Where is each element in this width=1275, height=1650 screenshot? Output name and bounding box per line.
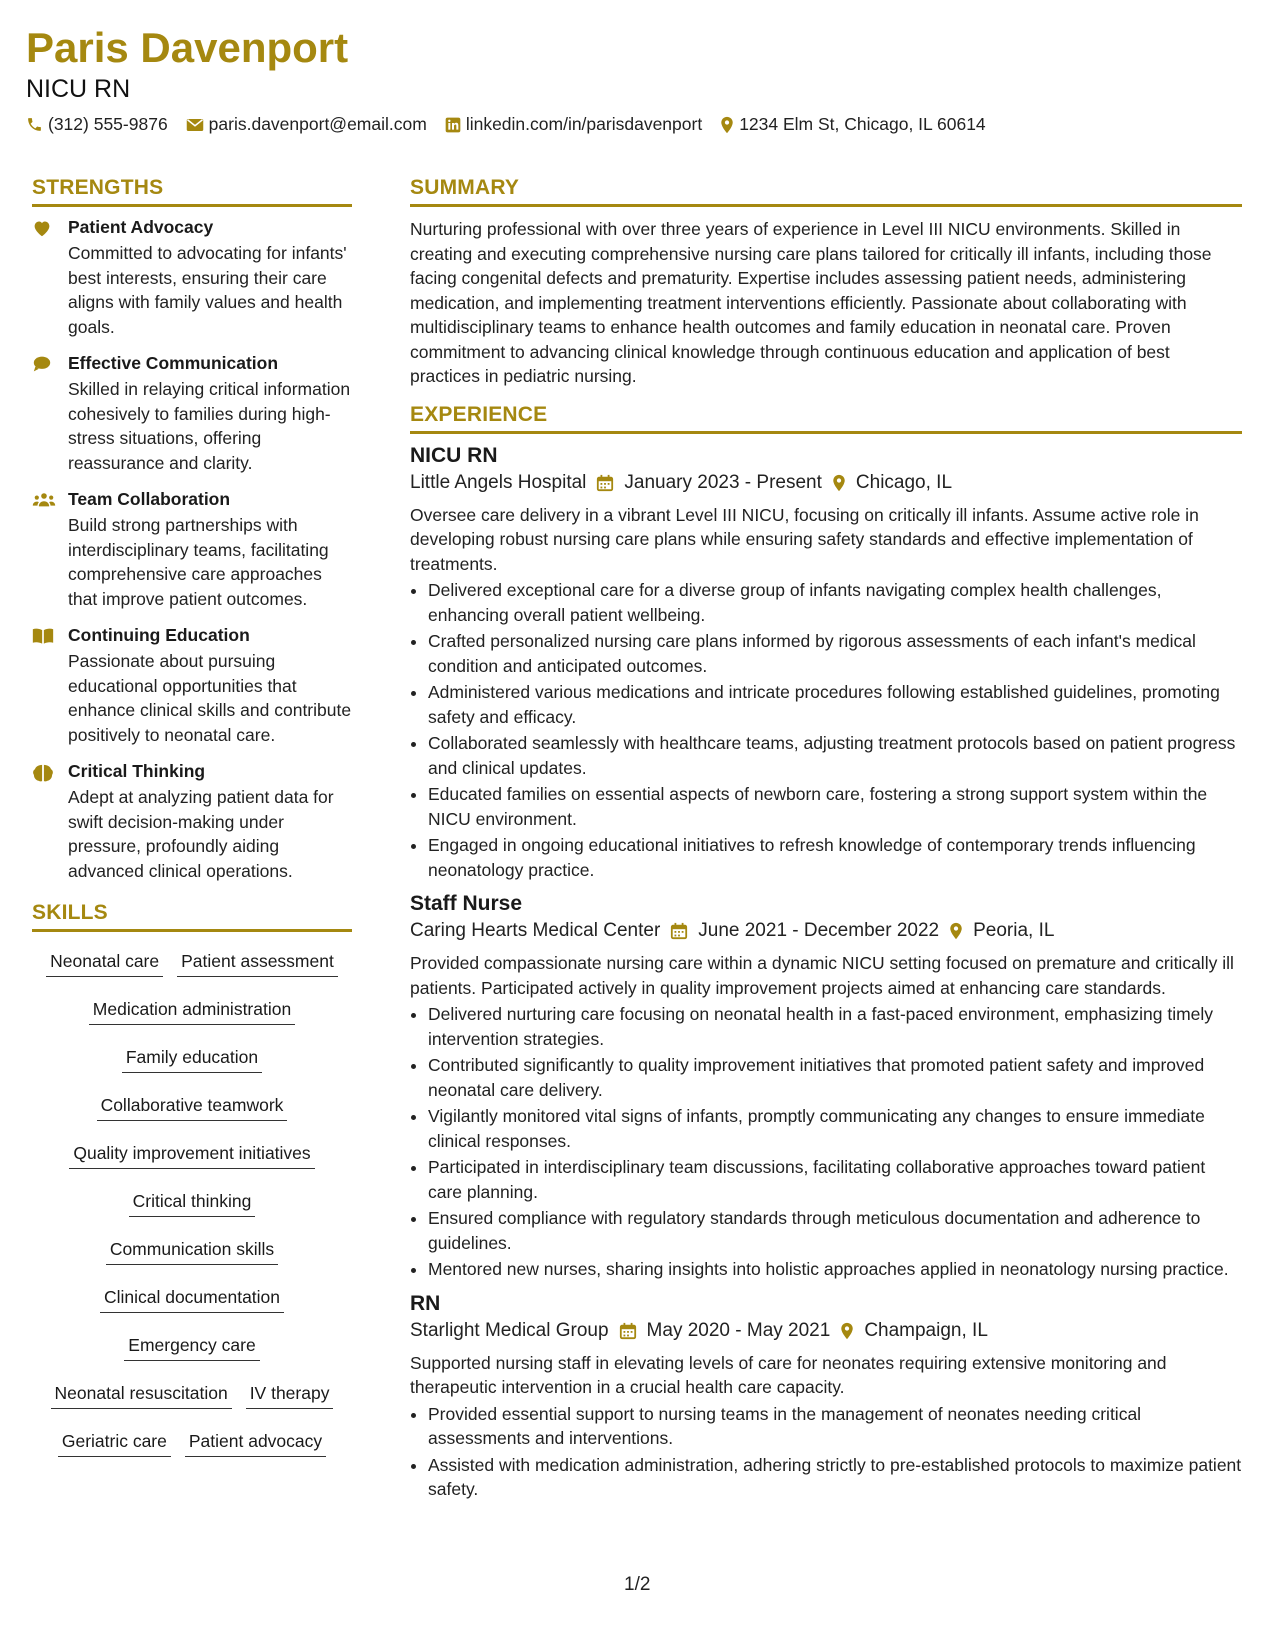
summary-text: Nurturing professional with over three years of experience in Level III NICU environments. Skilled in creating and executing comprehensive nursing care plans tailored for critically ill infants, including those facing congenital defects and prematurity. Expertise includes assessing patient needs, administering medication, and implementing treatment interventions efficiently. Passionate about collaborating with multidisciplinary teams to enhance health outcomes and family education in neonatal care. Proven commitment to advancing clinical knowledge through continuous education and application of best practices in pediatric nursing. xyxy=(410,219,1212,386)
job-title: NICU RN xyxy=(410,443,498,467)
skill-tag: Geriatric care xyxy=(58,1431,171,1457)
job-bullets xyxy=(410,578,1242,882)
bullet-item: • Participated in interdisciplinary team discussions, facilitating collaborative approaches toward patient care planning. xyxy=(428,1155,1242,1204)
contact-linkedin[interactable] xyxy=(445,114,702,135)
strength-title: Critical Thinking xyxy=(68,761,206,781)
calendar-icon xyxy=(596,474,614,492)
strength-item xyxy=(32,489,352,611)
job-meta xyxy=(410,920,1242,942)
contact-email[interactable] xyxy=(186,114,427,135)
bullet-item: • Delivered nurturing care focusing on neonatal health in a fast-paced environment, emphasizing timely intervention strategies. xyxy=(428,1002,1242,1051)
strength-desc: Adept at analyzing patient data for swift decision-making under pressure, profoundly aiding advanced clinical operations. xyxy=(68,787,334,881)
strength-desc: Skilled in relaying critical information cohesively to families during high-stress situations, offering reassurance and clarity. xyxy=(68,379,351,473)
skill-tag: Neonatal resuscitation xyxy=(51,1383,232,1409)
job-location: Chicago, IL xyxy=(855,471,953,493)
contact-address xyxy=(720,114,985,135)
summary-heading: SUMMARY xyxy=(410,176,1242,207)
linkedin-icon xyxy=(445,117,461,133)
strength-title: Team Collaboration xyxy=(68,489,231,509)
bullet-item: • Assisted with medication administration, adhering strictly to pre-established protocols to maximize patient safety. xyxy=(428,1453,1242,1502)
map-pin-icon xyxy=(832,474,846,492)
company-name: Little Angels Hospital xyxy=(410,471,587,493)
experience-heading: EXPERIENCE xyxy=(410,403,1242,434)
page-number: 1/2 xyxy=(624,1574,651,1595)
skill-tag: Clinical documentation xyxy=(100,1287,284,1313)
job-bullets xyxy=(410,1402,1242,1502)
right-column xyxy=(410,176,1242,1512)
skill-tag: Patient advocacy xyxy=(185,1431,326,1457)
bullet-item: • Educated families on essential aspects of newborn care, fostering a strong support system within the NICU environment. xyxy=(428,782,1242,831)
job-entry xyxy=(410,892,1242,1282)
job-location: Champaign, IL xyxy=(864,1319,988,1341)
skill-tag: Collaborative teamwork xyxy=(97,1095,288,1121)
phone-text: (312) 555-9876 xyxy=(48,114,168,135)
brain-icon xyxy=(32,761,56,883)
strength-item xyxy=(32,353,352,475)
job-bullets xyxy=(410,1002,1242,1282)
contact-phone[interactable] xyxy=(26,114,168,135)
job-description: Oversee care delivery in a vibrant Level III NICU, focusing on critically ill infants. Assume active role in developing robust nursing care plans while ensuring safety standards and effective implementation of treatments. xyxy=(410,504,1199,574)
job-description: Supported nursing staff in elevating levels of care for neonates requiring extensive monitoring and therapeutic intervention in a crucial health care capacity. xyxy=(410,1352,1167,1397)
book-icon xyxy=(32,625,56,747)
chat-icon xyxy=(32,353,56,475)
job-entry xyxy=(410,444,1242,883)
job-dates: January 2023 - Present xyxy=(624,471,822,493)
candidate-name: Paris Davenport xyxy=(26,24,349,71)
job-description: Provided compassionate nursing care within a dynamic NICU setting focused on premature and critically ill patients. Participated actively in quality improvement projects aimed at enhancing care standards. xyxy=(410,953,1234,998)
bullet-item: • Vigilantly monitored vital signs of infants, promptly communicating any changes to ensure immediate clinical responses. xyxy=(428,1104,1242,1153)
bullet-item: • Collaborated seamlessly with healthcare teams, adjusting treatment protocols based on patient progress and clinical updates. xyxy=(428,731,1242,780)
company-name: Starlight Medical Group xyxy=(410,1319,609,1341)
resume-header xyxy=(26,24,1246,135)
skills-heading: SKILLS xyxy=(32,901,352,932)
strengths-heading: STRENGTHS xyxy=(32,176,352,207)
job-meta xyxy=(410,1320,1242,1342)
job-meta xyxy=(410,472,1242,494)
bullet-item: • Administered various medications and intricate procedures following established guidelines, promoting safety and efficacy. xyxy=(428,680,1242,729)
skill-tag: Communication skills xyxy=(106,1239,278,1265)
bullet-item: • Provided essential support to nursing teams in the management of neonates needing critical assessments and interventions. xyxy=(428,1402,1242,1451)
job-entry xyxy=(410,1292,1242,1502)
map-pin-icon xyxy=(949,922,963,940)
skill-tag: Neonatal care xyxy=(46,951,163,977)
skill-tag: Emergency care xyxy=(124,1335,259,1361)
strength-item xyxy=(32,217,352,339)
skill-tag: Quality improvement initiatives xyxy=(69,1143,314,1169)
skill-tag: Medication administration xyxy=(89,999,295,1025)
skills-list xyxy=(32,942,352,1470)
bullet-item: • Crafted personalized nursing care plans informed by rigorous assessments of each infant's medical condition and anticipated outcomes. xyxy=(428,629,1242,678)
calendar-icon xyxy=(670,922,688,940)
candidate-title: NICU RN xyxy=(26,75,131,104)
skill-tag: Patient assessment xyxy=(177,951,338,977)
skill-tag: Critical thinking xyxy=(129,1191,256,1217)
strength-title: Patient Advocacy xyxy=(68,217,214,237)
strength-title: Effective Communication xyxy=(68,353,279,373)
strength-desc: Passionate about pursuing educational opportunities that enhance clinical skills and contribute positively to neonatal care. xyxy=(68,651,352,745)
map-pin-icon xyxy=(720,116,734,134)
strength-item xyxy=(32,625,352,747)
job-title: RN xyxy=(410,1291,441,1315)
left-column xyxy=(32,176,352,1470)
skill-tag: Family education xyxy=(122,1047,262,1073)
linkedin-text: linkedin.com/in/parisdavenport xyxy=(465,114,703,135)
strength-title: Continuing Education xyxy=(68,625,250,645)
phone-icon xyxy=(26,116,43,133)
skill-tag: IV therapy xyxy=(246,1383,334,1409)
bullet-item: • Delivered exceptional care for a diverse group of infants navigating complex health challenges, enhancing overall patient wellbeing. xyxy=(428,578,1242,627)
address-text: 1234 Elm St, Chicago, IL 60614 xyxy=(739,114,986,135)
job-location: Peoria, IL xyxy=(973,920,1055,941)
email-text: paris.davenport@email.com xyxy=(208,114,427,135)
job-dates: May 2020 - May 2021 xyxy=(646,1319,831,1341)
bullet-item: • Ensured compliance with regulatory standards through meticulous documentation and adherence to guidelines. xyxy=(428,1206,1242,1255)
job-title: Staff Nurse xyxy=(410,892,523,915)
users-icon xyxy=(32,489,56,611)
company-name: Caring Hearts Medical Center xyxy=(410,920,661,941)
heart-icon xyxy=(32,217,56,339)
strength-desc: Committed to advocating for infants' best interests, ensuring their care aligns with family values and health goals. xyxy=(68,243,347,337)
calendar-icon xyxy=(619,1322,637,1340)
bullet-item: • Contributed significantly to quality improvement initiatives that promoted patient safety and improved neonatal care delivery. xyxy=(428,1053,1242,1102)
contact-bar xyxy=(26,114,1246,135)
map-pin-icon xyxy=(840,1322,854,1340)
strength-desc: Build strong partnerships with interdisciplinary teams, facilitating comprehensive care approaches that improve patient outcomes. xyxy=(68,515,329,609)
strength-item xyxy=(32,761,352,883)
job-dates: June 2021 - December 2022 xyxy=(698,920,940,941)
bullet-item: • Engaged in ongoing educational initiatives to refresh knowledge of contemporary trends influencing neonatology practice. xyxy=(428,833,1242,882)
envelope-icon xyxy=(186,118,204,132)
bullet-item: • Mentored new nurses, sharing insights into holistic approaches applied in neonatology nursing practice. xyxy=(428,1257,1242,1282)
